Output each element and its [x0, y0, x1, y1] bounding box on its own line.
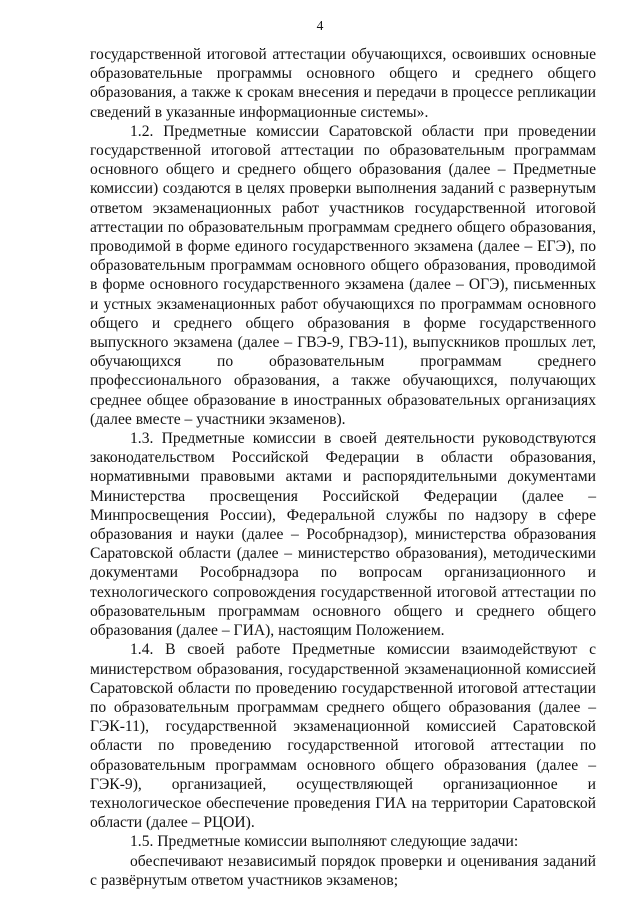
- paragraph-1-5-task-1: обеспечивают независимый порядок проверки и оценивания заданий с развёрнутым ответом участников экзаменов;: [90, 852, 596, 889]
- paragraph-continuation: государственной итоговой аттестации обучающихся, освоивших основные образовательные программы основного общего и среднего общего образования, а также к срокам внесения и передачи в процессе репликации сведений в указанные информационные системы».: [90, 46, 596, 121]
- paragraph-1-2: 1.2. Предметные комиссии Саратовской области при проведении государственной итоговой аттестации по образовательным программам основного общего и среднего общего образования (далее – Предметные комиссии) создаются в целях проверки выполнения заданий с развернутым ответом экзаменационных работ участников государственной итоговой аттестации по образовательным программам среднего общего образования, проводимой в форме единого государственного экзамена (далее – ЕГЭ), по образовательным программам основного общего образования, проводимой в форме основного государственного экзамена (далее – ОГЭ), письменных и устных экзаменационных работ обучающихся по программам основного общего и среднего общего образования в форме государственного выпускного экзамена (далее – ГВЭ-9, ГВЭ-11), выпускников прошлых лет, обучающихся по образовательным программам среднего профессионального образования, а также обучающихся, получающих среднее общее образование в иностранных образовательных организациях (далее вместе – участники экзаменов).: [90, 122, 596, 428]
- paragraph-1-5: 1.5. Предметные комиссии выполняют следующие задачи:: [130, 833, 519, 851]
- page-number: 4: [316, 18, 324, 33]
- paragraph-1-4: 1.4. В своей работе Предметные комиссии взаимодействуют с министерством образования, государственной экзаменационной комиссией Саратовской области по проведению государственной итоговой аттестации по образовательным программам среднего общего образования (далее – ГЭК-11), государственной экзаменационной комиссией Саратовской области по проведению государственной итоговой аттестации по образовательным программам основного общего образования (далее – ГЭК-9), организацией, осуществляющей организационное и технологическое обеспечение проведения ГИА на территории Саратовской области (далее – РЦОИ).: [90, 641, 596, 832]
- paragraph-1-3: 1.3. Предметные комиссии в своей деятельности руководствуются законодательством Российской Федерации в области образования, нормативными правовыми актами и распорядительными документами Министерства просвещения Российской Федерации (далее – Минпросвещения России), Федеральной службы по надзору в сфере образования и науки (далее – Рособрнадзор), министерства образования Саратовской области (далее – министерство образования), методическими документами Рособрнадзора по вопросам организационного и технологического сопровождения государственной итоговой аттестации по образовательным программам основного общего и среднего общего образования (далее – ГИА), настоящим Положением.: [90, 430, 596, 640]
- document-body: [90, 45, 596, 890]
